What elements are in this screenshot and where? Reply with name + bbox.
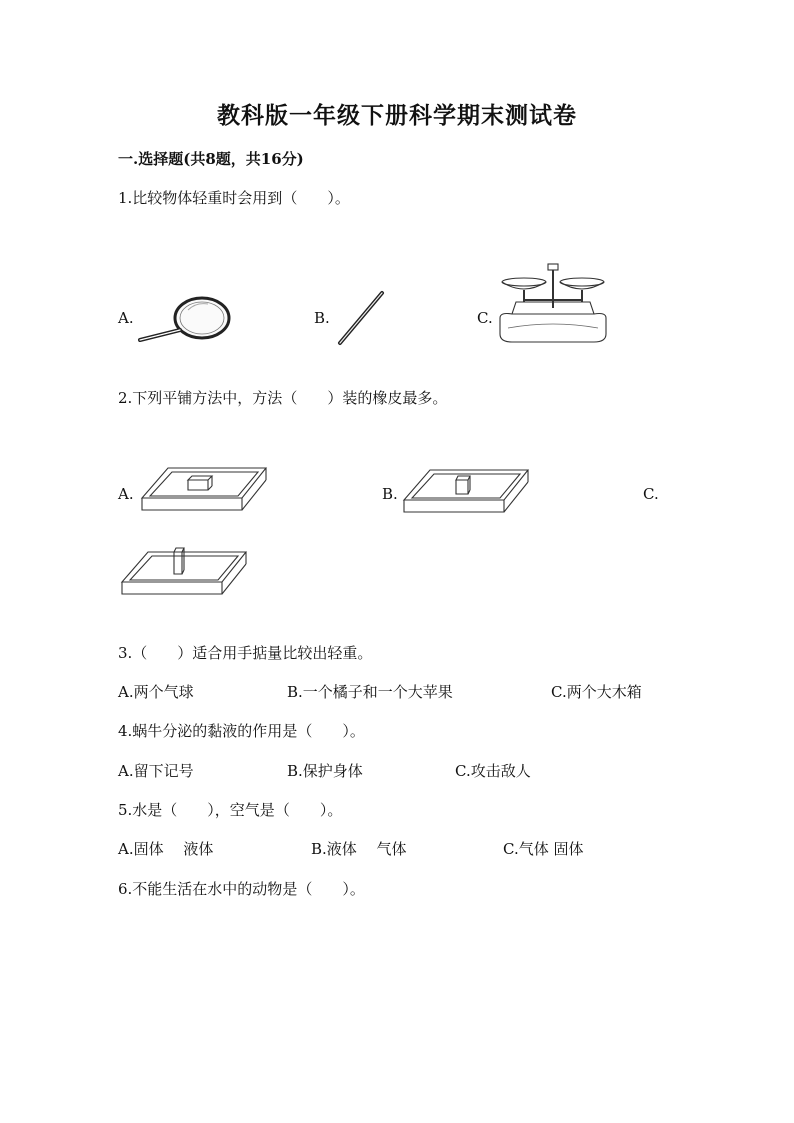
q4-option-a: A.留下记号 — [118, 762, 194, 780]
q1-option-c-label: C. — [477, 309, 493, 327]
q2-option-a-label: A. — [118, 485, 134, 503]
question-1: 1.比较物体轻重时会用到（ ）。 — [118, 189, 350, 207]
q5-option-c: C.气体 固体 — [503, 840, 584, 858]
question-5: 5.水是（ ），空气是（ ）。 — [118, 801, 343, 819]
question-4: 4.蜗牛分泌的黏液的作用是（ ）。 — [118, 722, 365, 740]
question-2: 2.下列平铺方法中，方法（ ）装的橡皮最多。 — [118, 389, 448, 407]
tray-eraser-upright-icon — [118, 546, 250, 598]
question-6: 6.不能生活在水中的动物是（ ）。 — [118, 880, 365, 898]
tray-eraser-flat-icon — [138, 464, 270, 514]
q4-option-b: B.保护身体 — [287, 762, 363, 780]
section-heading: 一.选择题(共8题，共16分) — [118, 150, 304, 168]
q3-option-a: A.两个气球 — [118, 683, 194, 701]
q2-option-c-label: C. — [643, 485, 659, 503]
magnifying-glass-icon — [136, 296, 232, 344]
q5-option-a: A.固体 液体 — [118, 840, 214, 858]
q3-option-b: B.一个橘子和一个大苹果 — [287, 683, 453, 701]
q4-option-c: C.攻击敌人 — [455, 762, 531, 780]
stick-icon — [334, 289, 388, 347]
q1-option-b-label: B. — [314, 309, 330, 327]
tray-eraser-side-icon — [400, 466, 532, 516]
question-3: 3.（ ）适合用手掂量比较出轻重。 — [118, 644, 373, 662]
q5-option-b: B.液体 气体 — [311, 840, 407, 858]
balance-scale-icon — [494, 262, 612, 346]
q2-option-b-label: B. — [382, 485, 398, 503]
page-title: 教科版一年级下册科学期末测试卷 — [217, 102, 577, 129]
q1-option-a-label: A. — [118, 309, 134, 327]
q3-option-c: C.两个大木箱 — [551, 683, 642, 701]
